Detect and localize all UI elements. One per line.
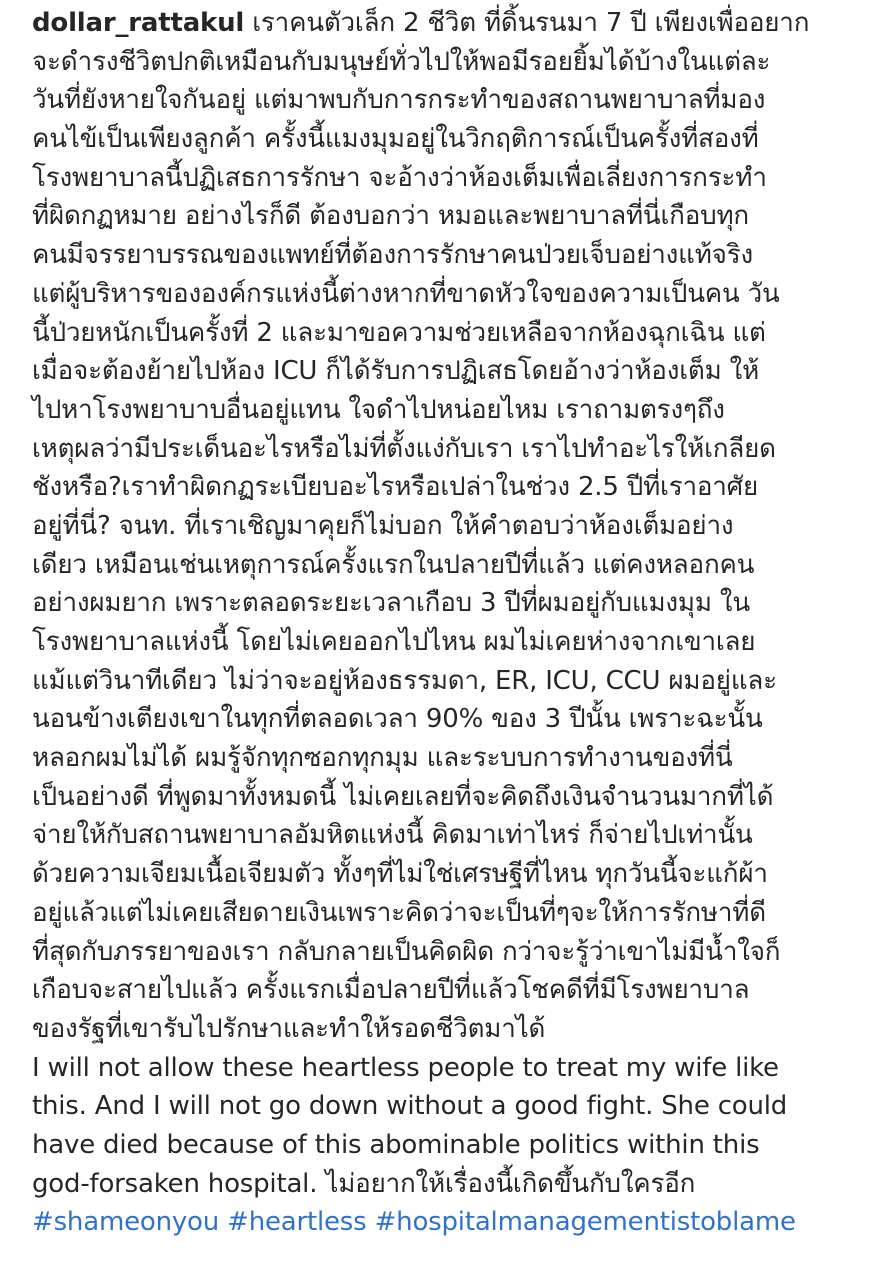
- hashtag-line: [32, 1203, 872, 1242]
- caption-text-line: อยู่ที่นี่? จนท. ที่เราเชิญมาคุยก็ไม่บอก ให้คำตอบว่าห้องเต็มอย่าง: [32, 510, 734, 541]
- caption-text-line: อย่างผมยาก เพราะตลอดระยะเวลาเกือบ 3 ปีที่ผมอยู่กับแมงมุม ใน: [32, 588, 750, 619]
- caption-text-line: เกือบจะสายไปแล้ว ครั้งแรกเมื่อปลายปีที่แล้วโชคดีที่มีโรงพยาบาล: [32, 975, 750, 1006]
- caption-text-line: วันที่ยังหายใจกันอยู่ แต่มาพบกับการกระทำของสถานพยาบาลที่มอง: [32, 85, 766, 116]
- hashtag-link[interactable]: #shameonyou: [32, 1207, 220, 1238]
- caption-text-line: จ่ายให้กับสถานพยาบาลอัมหิตแห่งนี้ คิดมาเท่าไหร่ ก็จ่ายไปเท่านั้น: [32, 820, 753, 851]
- caption-text-line: นี้ป่วยหนักเป็นครั้งที่ 2 และมาขอความช่วยเหลือจากห้องฉุกเฉิน แต่: [32, 317, 766, 348]
- caption-text-line: แม้แต่วินาทีเดียว ไม่ว่าจะอยู่ห้องธรรมดา, ER, ICU, CCU ผมอยู่และ: [32, 665, 777, 696]
- caption-text-line: I will not allow these heartless people to treat my wife like: [32, 1052, 779, 1083]
- hashtag-link[interactable]: #hospitalmanagementistoblame: [374, 1207, 796, 1238]
- post-caption: [32, 4, 872, 1242]
- caption-text-line: คนมีจรรยาบรรณของแพทย์ที่ต้องการรักษาคนป่วยเจ็บอย่างแท้จริง: [32, 240, 753, 271]
- caption-text-line: เป็นอย่างดี ที่พูดมาทั้งหมดนี้ ไม่เคยเลยที่จะคิดถึงเงินจำนวนมากที่ได้: [32, 781, 774, 812]
- caption-text-line: ของรัฐที่เขารับไปรักษาและทำให้รอดชีวิตมาได้: [32, 1013, 546, 1044]
- caption-text-line: ที่สุดกับภรรยาของเรา กลับกลายเป็นคิดผิด กว่าจะรู้ว่าเขาไม่มีน้ำใจก็: [32, 936, 781, 967]
- caption-text-line: หลอกผมไม่ได้ ผมรู้จักทุกซอกทุกมุม และระบบการทำงานของที่นี่: [32, 743, 733, 774]
- caption-text-line: ที่ผิดกฏหมาย อย่างไรก็ดี ต้องบอกว่า หมอและพยาบาลที่นี่เกือบทุก: [32, 201, 749, 232]
- caption-text-line: ด้วยความเจียมเนื้อเจียมตัว ทั้งๆที่ไม่ใช่เศรษฐีที่ไหน ทุกวันนี้จะแก้ผ้า: [32, 859, 768, 890]
- caption-text-line: คนไข้เป็นเพียงลูกค้า ครั้งนี้แมงมุมอยู่ในวิกฤติการณ์เป็นครั้งที่สองที่: [32, 124, 759, 155]
- caption-text-line: เหตุผลว่ามีประเด็นอะไรหรือไม่ที่ตั้งแง่กับเรา เราไปทำอะไรให้เกลียด: [32, 433, 776, 464]
- caption-text-line: เดียว เหมือนเช่นเหตุการณ์ครั้งแรกในปลายปีที่แล้ว แต่คงหลอกคน: [32, 549, 755, 580]
- caption-text-line: ไปหาโรงพยาบาบอื่นอยู่แทน ใจดำไปหน่อยไหม เราถามตรงๆถึง: [32, 394, 725, 425]
- caption-text-line: แต่ผู้บริหารขององค์กรแห่งนี้ต่างหากที่ขาดหัวใจของความเป็นคน วัน: [32, 278, 780, 309]
- caption-text-line: โรงพยาบาลแห่งนี้ โดยไม่เคยออกไปไหน ผมไม่เคยห่างจากเขาเลย: [32, 627, 756, 657]
- caption-text-line: god-forsaken hospital. ไม่อยากให้เรื่องนี้เกิดขึ้นกับใครอีก: [32, 1168, 696, 1199]
- caption-text-line: นอนข้างเตียงเขาในทุกที่ตลอดเวลา 90% ของ 3 ปีนั้น เพราะฉะนั้น: [32, 704, 763, 735]
- username-link[interactable]: dollar_rattakul: [32, 8, 245, 38]
- caption-text-line: เราคนตัวเล็ก 2 ชีวิต ที่ดิ้นรนมา 7 ปี เพียงเพื่ออยาก: [244, 8, 810, 38]
- hashtag-link[interactable]: #heartless: [227, 1207, 367, 1238]
- caption-text-line: have died because of this abominable politics within this: [32, 1129, 760, 1160]
- caption-text-line: อยู่แล้วแต่ไม่เคยเสียดายเงินเพราะคิดว่าจะเป็นที่ๆจะให้การรักษาที่ดี: [32, 897, 766, 928]
- caption-text-line: ชังหรือ?เราทำผิดกฏระเบียบอะไรหรือเปล่าในช่วง 2.5 ปีที่เราอาศัย: [32, 472, 759, 503]
- caption-first-line: [32, 4, 872, 43]
- caption-text-line: จะดำรงชีวิตปกติเหมือนกับมนุษย์ทั่วไปให้พอมีรอยยิ้มได้บ้างในแต่ละ: [32, 46, 771, 77]
- caption-text-line: โรงพยาบาลนี้ปฏิเสธการรักษา จะอ้างว่าห้องเต็มเพื่อเลี่ยงการกระทำ: [32, 162, 767, 193]
- caption-text-line: this. And I will not go down without a good fight. She could: [32, 1091, 788, 1122]
- caption-text-line: เมื่อจะต้องย้ายไปห้อง ICU ก็ได้รับการปฏิเสธโดยอ้างว่าห้องเต็ม ให้: [32, 356, 760, 387]
